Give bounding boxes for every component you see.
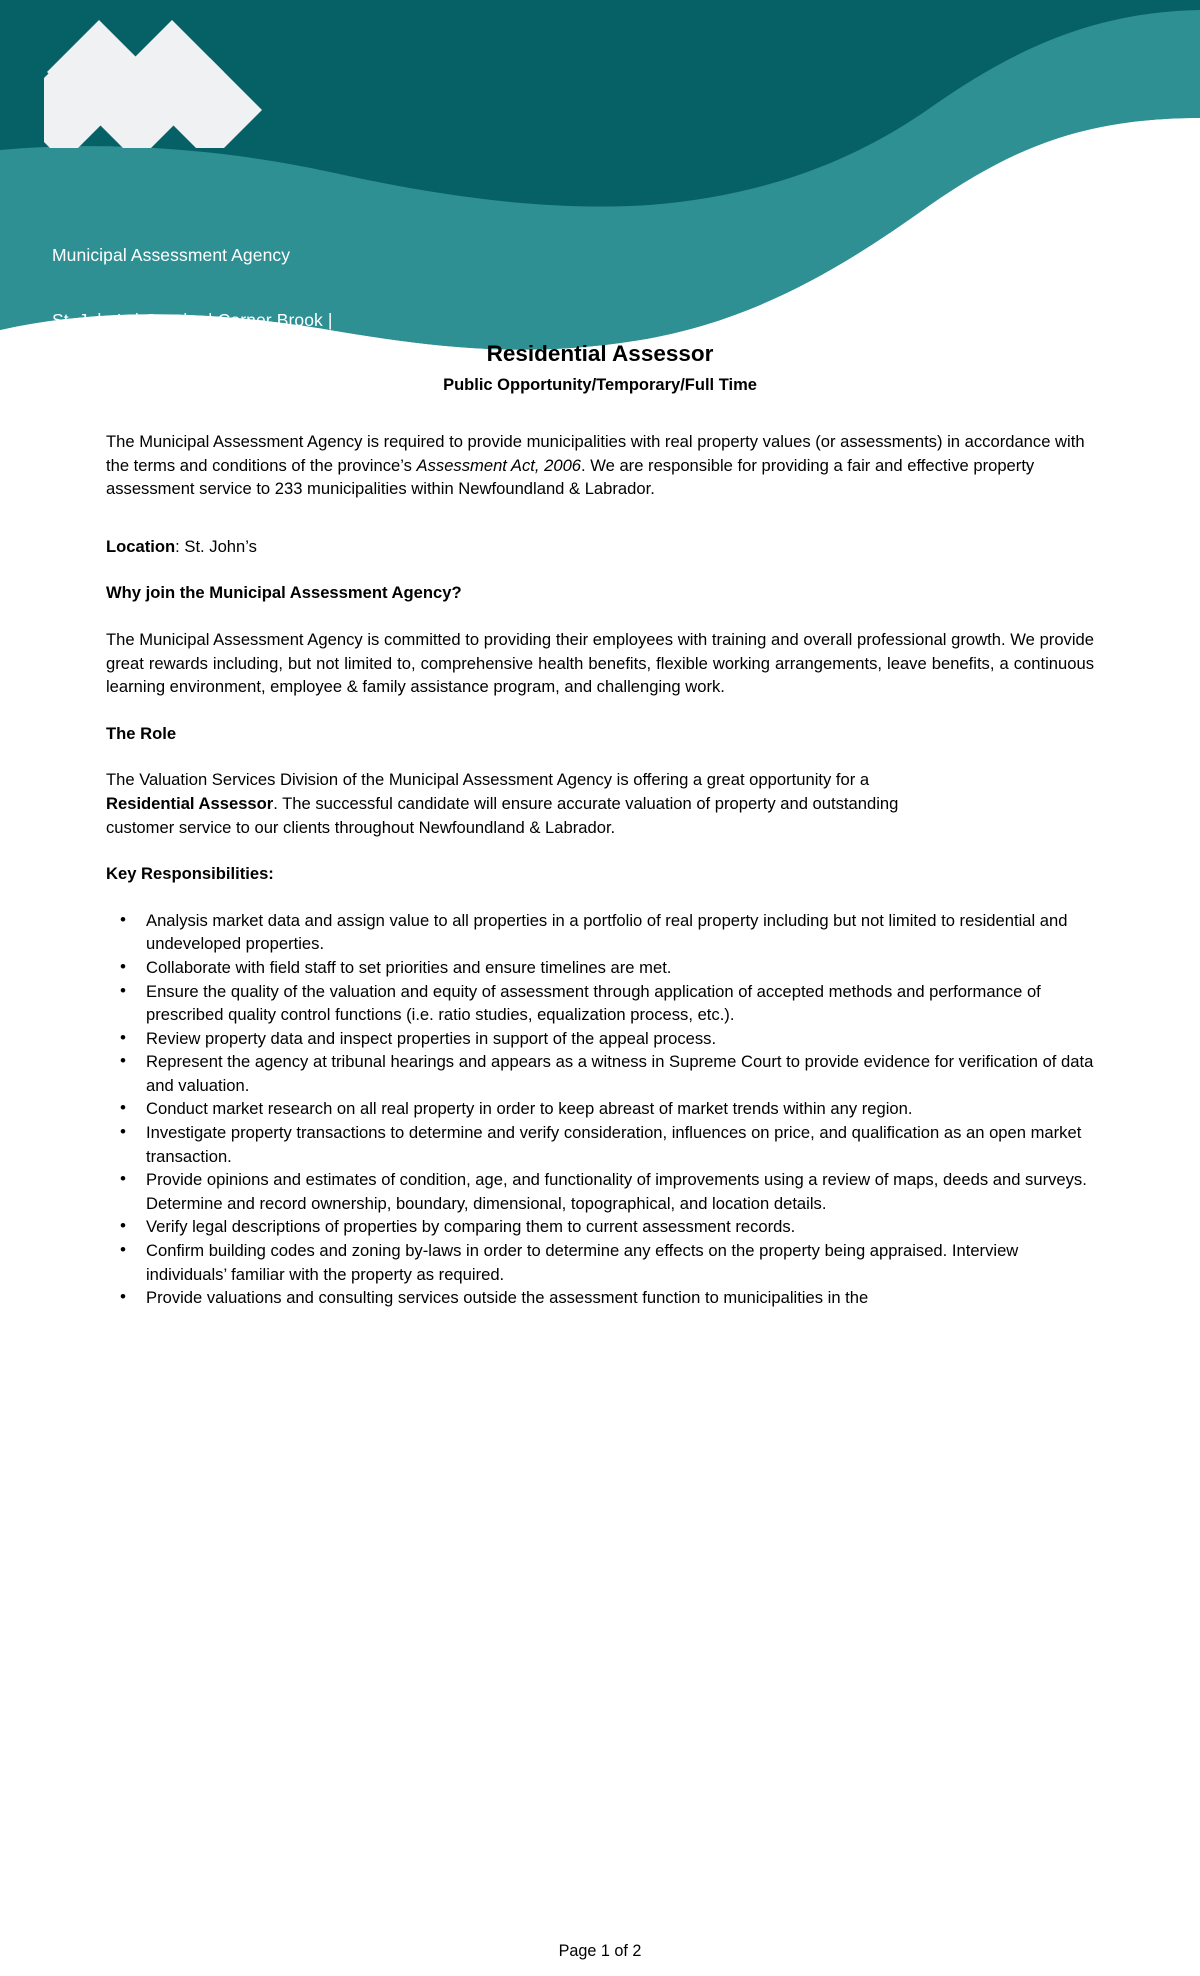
the-role-paragraph	[106, 768, 916, 839]
org-name: Municipal Assessment Agency	[52, 245, 291, 265]
list-item: • Review property data and inspect properties in support of the appeal process.	[106, 1027, 1094, 1051]
assessment-act-citation: Assessment Act, 2006	[416, 455, 582, 475]
list-item: • Analysis market data and assign value to all properties in a portfolio of real property including but not limited to residential and undeveloped properties.	[106, 909, 1094, 956]
list-item: • Represent the agency at tribunal hearings and appears as a witness in Supreme Court to provide evidence for verification of data and valuation.	[106, 1050, 1094, 1097]
location-line	[106, 535, 1094, 559]
list-item: • Provide valuations and consulting services outside the assessment function to municipalities in the	[106, 1286, 1094, 1310]
why-join-paragraph: The Municipal Assessment Agency is committed to providing their employees with training and overall professional growth. We provide great rewards including, but not limited to, comprehensive health benefits, flexible working arrangements, leave benefits, a continuous learning environment, employee & family assistance program, and challenging work.	[106, 629, 1094, 697]
page-footer: Page 1 of 2	[558, 1942, 642, 1960]
list-item: • Conduct market research on all real property in order to keep abreast of market trends within any region.	[106, 1097, 1094, 1121]
location-label: Location	[106, 536, 176, 556]
intro-paragraph	[106, 430, 1094, 501]
key-responsibilities-list	[106, 909, 1094, 1310]
website-url[interactable]: www.maa.ca	[52, 438, 153, 459]
list-item: • Investigate property transactions to determine and verify consideration, influences on price, and qualification as an open market transaction.	[106, 1121, 1094, 1168]
intro-text-part1: The Municipal Assessment Agency is required to provide municipalities with real property values (or assessments) in accordance with the terms and conditions of the province’s	[106, 432, 1085, 475]
page-title: Residential Assessor	[486, 341, 714, 366]
list-item: • Collaborate with field staff to set priorities and ensure timelines are met.	[106, 956, 1094, 980]
list-item: • Confirm building codes and zoning by-laws in order to determine any effects on the property being appraised. Interview individuals’ familiar with the property as required.	[106, 1239, 1094, 1286]
role-text-part2: . The successful candidate will ensure accurate valuation of property and outstanding customer service to our clients throughout Newfoundland & Labrador.	[106, 793, 899, 837]
key-responsibilities-heading: Key Responsibilities:	[106, 864, 274, 884]
role-text-part1: The Valuation Services Division of the Municipal Assessment Agency is offering a great opportunity for a	[106, 770, 870, 790]
intro-text-part2: . We are responsible for providing a fair and effective property assessment service to 233 municipalities within Newfoundland & Labrador.	[106, 455, 1035, 499]
list-item: • Ensure the quality of the valuation and equity of assessment through application of accepted methods and performance of prescribed quality control functions (i.e. ratio studies, equalization process, etc.).	[106, 980, 1094, 1027]
list-item: • Provide opinions and estimates of condition, age, and functionality of improvements using a review of maps, deeds and surveys. Determine and record ownership, boundary, dimensional, topographical, and location details.	[106, 1168, 1094, 1215]
why-join-heading: Why join the Municipal Assessment Agency?	[106, 583, 462, 603]
document-body	[0, 330, 1200, 1310]
role-job-title: Residential Assessor	[106, 793, 274, 813]
the-role-heading: The Role	[106, 723, 177, 743]
location-value: St. John’s	[184, 536, 257, 556]
list-item: • Verify legal descriptions of properties by comparing them to current assessment records.	[106, 1215, 1094, 1239]
phone-number: Phone: 1-877-777-2807	[52, 374, 239, 394]
page-subtitle: Public Opportunity/Temporary/Full Time	[443, 376, 757, 394]
office-locations: St. John’s | Gander | Corner Brook |	[52, 309, 333, 330]
diamond-logo-icon	[44, 18, 284, 148]
location-separator: :	[175, 536, 185, 556]
